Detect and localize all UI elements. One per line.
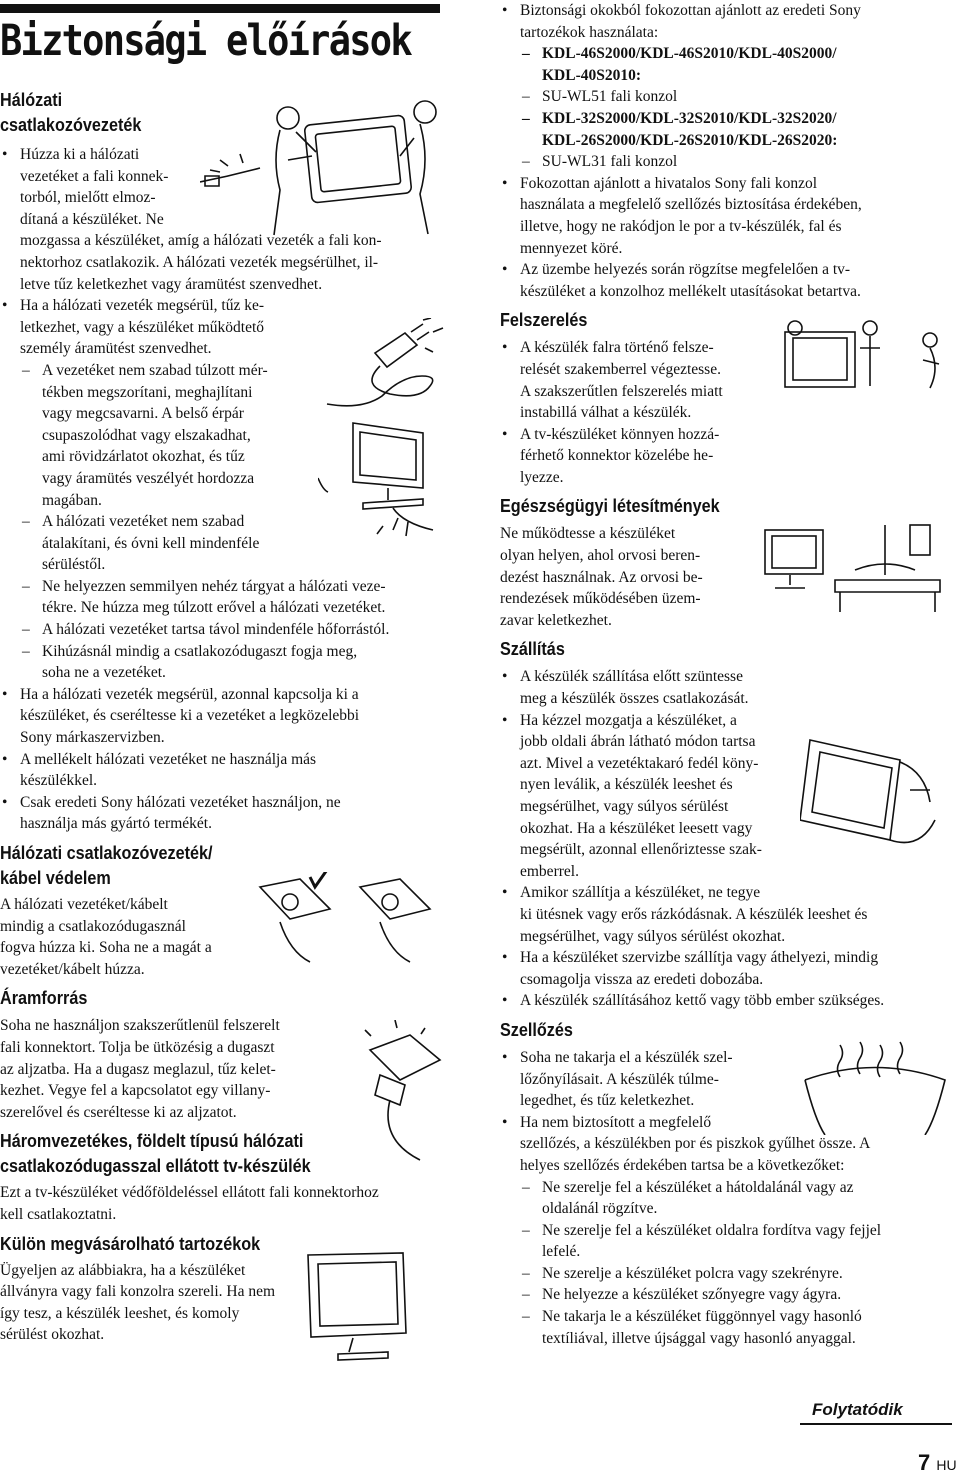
text-line: – Ne szerelje fel a készüléket a hátoldalánál vagy az [542, 1178, 854, 1196]
list-item [500, 43, 952, 86]
text-line: kezhet. Vegye fel a kapcsolatot egy villany- [0, 1082, 271, 1100]
list-item [500, 882, 952, 947]
section-title-transport: Szállítás [500, 639, 565, 660]
list-item [500, 108, 952, 151]
text-line: tékre. Ne húzza meg túlzott erővel a hálózati vezetéket. [42, 599, 386, 617]
text-line: magában. [42, 491, 102, 509]
text-line: • Az üzembe helyezés során rögzítse megfelelően a tv- [520, 261, 851, 279]
section-title-medical: Egészségügyi létesítmények [500, 496, 720, 517]
text-line: vezetéket a fali konnek- [20, 167, 169, 185]
text-line: mozgassa a készüléket, amíg a hálózati vezeték a fali kon- [20, 232, 382, 250]
list-item [500, 1284, 952, 1306]
text-line: – A hálózati vezetéket tartsa távol mindenféle hőforrástól. [42, 621, 390, 639]
text-line: emberrel. [520, 862, 579, 880]
text-line: Sony márkaszervizben. [20, 729, 165, 747]
section-title-power-cord-1: Hálózati [0, 90, 63, 110]
text-line: lőzőnyílásait. A készülék túlme- [520, 1070, 719, 1088]
text-line: ami rövidzárlatot okozhat, és tűz [42, 448, 245, 466]
text-line: • Húzza ki a hálózati [20, 146, 140, 163]
text-line: jobb oldali ábrán látható módon tartsa [520, 733, 756, 751]
page-title: Biztonsági előírások [0, 16, 411, 66]
two-people-carrying-tv-illustration [200, 90, 445, 240]
list-item [500, 947, 952, 990]
text-line: férhető konnektor közelébe he- [520, 447, 714, 465]
section-title-grounded-plug-1: Háromvezetékes, földelt típusú hálózati [0, 1131, 304, 1152]
text-line: használja más gyártó termékét. [20, 815, 212, 833]
text-line: nektorhoz csatlakozik. A hálózati vezeték megsérülhet, il- [20, 253, 379, 271]
text-line: – Ne helyezze a készüléket szőnyegre vagy ágyra. [542, 1286, 842, 1304]
title-rule [0, 4, 440, 13]
text-line: mindig a csatlakozódugasznál [0, 917, 186, 935]
text-line: torból, mielőtt elmoz- [20, 189, 156, 207]
text-line: • A mellékelt hálózati vezetéket ne használja más [20, 750, 317, 768]
text-line: legedhet, és tűz keletkezhet. [520, 1092, 695, 1110]
text-line: vagy áramütés veszélyét hordozza [42, 469, 255, 487]
text-line: személy áramütést szenvedhet. [20, 340, 212, 358]
text-line: Soha ne használjon szakszerűtlenül felszerelt [0, 1017, 280, 1035]
continued-label: Folytatódik [812, 1400, 903, 1419]
tv-stand-illustration [298, 1250, 418, 1365]
section-title-cord-protection-2: kábel védelem [0, 868, 111, 888]
text-line: • Amikor szállítja a készüléket, ne tegye [520, 884, 761, 902]
covered-tv-ventilation-illustration [800, 1040, 950, 1135]
text-line: lyezze. [520, 468, 564, 486]
list-item [0, 792, 445, 835]
text-line: mennyezet köré. [520, 239, 623, 257]
text-line: • A készülék falra történő felsze- [520, 339, 714, 357]
section-title-power-source: Áramforrás [0, 988, 88, 1009]
list-item [0, 576, 445, 619]
text-line: készüléket, és cseréltesse ki a vezetéket a legközelebbi [20, 707, 360, 725]
list-item [500, 990, 952, 1012]
text-line: az aljzatba. Ha a dugasz meglazul, tűz kelet- [0, 1060, 276, 1078]
list-item [500, 1220, 952, 1263]
text-line: kell csatlakoztatni. [0, 1205, 117, 1223]
text-line: meg a készülék összes csatlakozását. [520, 690, 749, 708]
text-line: Ügyeljen az alábbiakra, ha a készüléket [0, 1261, 246, 1279]
text-line: szellőzés, a készülékben por és piszkok gyűlhet össze. A [520, 1135, 871, 1153]
text-line: helyes szellőzés érdekében tartsa be a következőket: [520, 1156, 845, 1174]
text-line: • A készülék szállítása előtt szüntesse [520, 668, 743, 686]
text-line: – Ne helyezzen semmilyen nehéz tárgyat a hálózati veze- [42, 577, 386, 595]
text-line: használata a megfelelő szellőzés biztosítása érdekében, [520, 196, 862, 214]
text-line: vezetéket/kábelt húzza. [0, 960, 145, 978]
text-line: • Ha a hálózati vezeték megsérül, tűz ke- [20, 297, 265, 315]
text-line: vagy megcsavarni. A belső érpár [42, 405, 244, 423]
list-item [500, 259, 952, 302]
text-line: • Soha ne takarja el a készülék szel- [520, 1048, 733, 1066]
list-item [500, 1177, 952, 1220]
text-line: • Ha a hálózati vezeték megsérül, azonnal kapcsolja ki a [20, 685, 359, 703]
text-line: fali konnektort. Tolja be ütközésig a dugaszt [0, 1038, 275, 1056]
list-item-sub: – SU-WL51 fali konzol [500, 86, 952, 108]
text-line: csomagolja vissza az eredeti dobozába. [520, 970, 764, 988]
text-line: • Fokozottan ajánlott a hivatalos Sony fali konzol [520, 174, 818, 192]
text-line: KDL-26S2000/KDL-26S2010/KDL-26S2020: [542, 131, 838, 149]
pull-plug-correctly-illustration [250, 872, 450, 967]
list-item [0, 619, 445, 641]
text-line: megsérülhet, vagy súlyos sérülést okozhat. [520, 927, 786, 945]
text-line: • Ha a készüléket szervizbe szállítja vagy áthelyezi, mindig [520, 949, 879, 967]
text-line: illetve, hogy ne rakódjon le por a tv-készülék, fal és [520, 217, 842, 235]
text-line: így tesz, a készülék leeshet, és komoly [0, 1304, 240, 1322]
text-line: • Ha nem biztosított a megfelelő [520, 1113, 712, 1131]
text-line: – Ne szerelje fel a készüléket oldalra fordítva vagy fejjel [542, 1221, 882, 1239]
list-item-sub: – SU-WL31 fali konzol [500, 151, 952, 173]
text-line: A szakszerűtlen felszerelés miatt [520, 382, 723, 400]
text-line: relését szakemberrel végeztesse. [520, 360, 721, 378]
text-line: oldalánál rögzítve. [542, 1200, 658, 1218]
list-item [500, 173, 952, 259]
wall-mount-installer-illustration [775, 318, 950, 408]
list-item [500, 1306, 952, 1349]
text-line: fogva húzza ki. Soha ne a magát a [0, 939, 212, 957]
text-line: letkezhet, vagy a készüléket működtető [20, 318, 265, 336]
section-title-installation: Felszerelés [500, 310, 588, 331]
text-line: letve tűz keletkezhet vagy áramütést szenvedhet. [20, 275, 323, 293]
text-line: dítaná a készüléket. Ne [20, 210, 164, 228]
text-line: KDL-40S2010: [542, 66, 642, 84]
paragraph [0, 1182, 445, 1225]
tv-on-cord-illustration [318, 418, 443, 543]
section-title-power-cord-2: csatlakozóvezeték [0, 115, 142, 135]
list-item [0, 749, 445, 792]
list-item [0, 641, 445, 684]
text-line: – A vezetéket nem szabad túlzott mér- [42, 361, 268, 379]
text-line: – KDL-32S2000/KDL-32S2010/KDL-32S2020/ [542, 109, 837, 127]
section-title-accessories: Külön megvásárolható tartozékok [0, 1233, 261, 1254]
list-item [500, 424, 952, 489]
text-line: – Ne szerelje a készüléket polcra vagy szekrényre. [542, 1264, 843, 1282]
list-item [500, 0, 952, 43]
text-line: állványra vagy fali konzolra szereli. Ha nem [0, 1283, 276, 1301]
text-line: Ne működtesse a készüléket [500, 525, 676, 543]
section-title-ventilation: Szellőzés [500, 1019, 573, 1040]
text-line: tékben megszorítani, meghajlítani [42, 383, 253, 401]
section-title-grounded-plug-2: csatlakozódugasszal ellátott tv-készülék [0, 1156, 311, 1177]
text-line: készüléket a konzolhoz mellékelt utasításokat betartva. [520, 282, 861, 300]
text-line: lefelé. [542, 1243, 581, 1261]
medical-room-illustration [760, 520, 950, 625]
text-line: • A készülék szállításához kettő vagy több ember szükséges. [520, 992, 885, 1010]
text-line: instabillá válhat a készülék. [520, 404, 692, 422]
text-line: szerelővel és cseréltesse ki az aljzatot. [0, 1103, 237, 1121]
text-line: soha ne a vezetéket. [42, 664, 166, 682]
list-item [0, 684, 445, 749]
right-column [500, 0, 952, 1349]
text-line: rendezések működésében üzem- [500, 590, 701, 608]
text-line: – A hálózati vezetéket nem szabad [42, 513, 245, 531]
text-line: • Ha kézzel mozgatja a készüléket, a [520, 711, 737, 729]
text-line: sérülést okozhat. [0, 1326, 105, 1344]
text-line: dezést használnak. Az orvosi be- [500, 568, 703, 586]
text-line: átalakítani, és óvni kell mindenféle [42, 534, 260, 552]
damaged-power-cord-illustration [325, 318, 445, 413]
text-line: tartozékok használata: [520, 23, 659, 41]
text-line: okozhat. Ha a készüléket leesett vagy [520, 819, 753, 837]
text-line: megsérült, azonnal ellenőriztesse szak- [520, 841, 762, 859]
text-line: – KDL-46S2000/KDL-46S2010/KDL-40S2000/ [542, 45, 837, 63]
text-line: • Csak eredeti Sony hálózati vezetéket használjon, ne [20, 793, 341, 811]
text-line: – Ne takarja le a készüléket függönnyel vagy hasonló [542, 1308, 862, 1326]
list-item [500, 666, 952, 709]
text-line: megsérülhet, vagy súlyos sérülést [520, 798, 729, 815]
text-line: textíliával, illetve újsággal vagy hasonló anyaggal. [542, 1329, 856, 1347]
text-line: készülékkel. [20, 772, 98, 790]
text-line: zavar keletkezhet. [500, 611, 612, 629]
text-line: sérüléstől. [42, 556, 106, 574]
text-line: nyen leválik, a készülék leeshet és [520, 776, 733, 794]
text-line: • A tv-készüléket könnyen hozzá- [520, 425, 720, 443]
text-line: azt. Mivel a vezetéktakaró fedél köny- [520, 754, 759, 772]
text-line: Ezt a tv-készüléket védőföldeléssel ellátott fali konnektorhoz [0, 1184, 379, 1202]
text-line: ki ütésnek vagy erős rázkódásnak. A készülék leeshet és [520, 905, 868, 923]
section-title-cord-protection-1: Hálózati csatlakozóvezeték/ [0, 843, 213, 863]
text-line: – Kihúzásnál mindig a csatlakozódugaszt fogja meg, [42, 642, 358, 660]
text-line: olyan helyen, ahol orvosi beren- [500, 547, 701, 565]
loose-plug-outlet-illustration [355, 1020, 445, 1165]
text-line: A hálózati vezetéket/kábelt [0, 896, 168, 913]
text-line: • Biztonsági okokból fokozottan ajánlott az eredeti Sony [520, 2, 861, 19]
page-number: 7 HU [918, 1450, 957, 1475]
hand-carry-tv-illustration [800, 730, 950, 880]
list-item [500, 1263, 952, 1285]
footer-rule [800, 1423, 952, 1425]
text-line: csupaszolódhat vagy elszakadhat, [42, 426, 251, 444]
